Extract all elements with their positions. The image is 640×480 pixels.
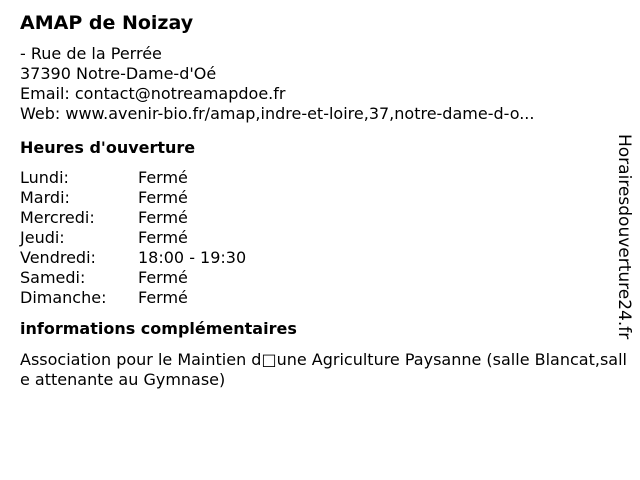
email-line[interactable]: Email: contact@notreamapdoe.fr: [20, 84, 286, 103]
additional-info-heading: informations complémentaires: [20, 319, 297, 338]
hours-row-tuesday: [20, 188, 610, 208]
day-label: Lundi:: [20, 168, 69, 187]
hours-value: Fermé: [138, 288, 188, 307]
hours-row-sunday: [20, 288, 610, 308]
hours-row-monday: [20, 168, 610, 188]
day-label: Vendredi:: [20, 248, 96, 267]
hours-value: Fermé: [138, 228, 188, 247]
day-label: Samedi:: [20, 268, 86, 287]
address-line-city: 37390 Notre-Dame-d'Oé: [20, 64, 217, 83]
day-label: Dimanche:: [20, 288, 107, 307]
hours-value: Fermé: [138, 208, 188, 227]
hours-value: 18:00 - 19:30: [138, 248, 247, 267]
hours-value: Fermé: [138, 188, 188, 207]
hours-row-friday: [20, 248, 610, 268]
hours-row-wednesday: [20, 208, 610, 228]
day-label: Mardi:: [20, 188, 70, 207]
site-watermark: Horairesdouverture24.fr: [614, 134, 634, 340]
day-label: Mercredi:: [20, 208, 95, 227]
opening-hours-list: [20, 168, 610, 308]
business-name: AMAP de Noizay: [20, 12, 194, 34]
hours-row-saturday: [20, 268, 610, 288]
address-line-street: - Rue de la Perrée: [20, 44, 162, 63]
day-label: Jeudi:: [20, 228, 65, 247]
hours-value: Fermé: [138, 268, 188, 287]
opening-hours-heading: Heures d'ouverture: [20, 138, 196, 157]
additional-info-text: Association pour le Maintien d□une Agriculture Paysanne (salle Blancat,salle attenante au Gymnase): [20, 350, 627, 389]
hours-row-thursday: [20, 228, 610, 248]
website-line[interactable]: Web: www.avenir-bio.fr/amap,indre-et-loire,37,notre-dame-d-o...: [20, 104, 535, 123]
hours-value: Fermé: [138, 168, 188, 187]
